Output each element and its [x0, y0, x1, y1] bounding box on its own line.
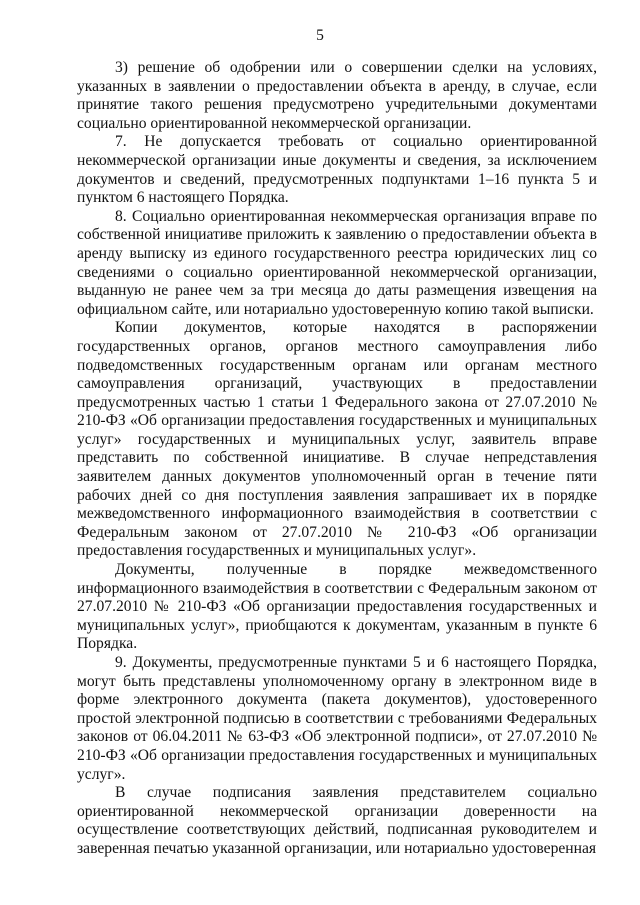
paragraph-interagency-documents: Документы, полученные в порядке межведомственного информационного взаимодействия в соответствии с Федеральным законом от 27.07.2010 № 210-ФЗ «Об организации предоставления государственных и муниципальных услуг», приобщаются к документам, указанным в пункте 6 Порядка. — [77, 561, 597, 653]
paragraph-clause-8: 8. Социально ориентированная некоммерческая организация вправе по собственной инициативе приложить к заявлению о предоставлении объекта в аренду выписку из единого государственного реестра юридических лиц со сведениями о социально ориентированной некоммерческой организации, выданную не ранее чем за три месяца до даты размещения извещения на официальном сайте, или нотариально удостоверенную копию такой выписки. — [77, 207, 597, 318]
paragraph-clause-9: 9. Документы, предусмотренные пунктами 5 и 6 настоящего Порядка, могут быть представлены уполномоченному органу в электронном виде в форме электронного документа (пакета документов), удостоверенного простой электронной подписью в соответствии с требованиями Федеральных законов от 06.04.2011 № 63-ФЗ «Об электронной подписи», от 27.07.2010 № 210-ФЗ «Об организации предоставления государственных и муниципальных услуг». — [77, 654, 597, 783]
paragraph-clause-7: 7. Не допускается требовать от социально ориентированной некоммерческой организации иные документы и сведения, за исключением документов и сведений, предусмотренных подпунктами 1–16 пункта 5 и пунктом 6 настоящего Порядка. — [77, 133, 597, 207]
page-number: 5 — [316, 27, 324, 44]
document-body — [77, 59, 597, 859]
paragraph-item-3-decision: 3) решение об одобрении или о совершении сделки на условиях, указанных в заявлении о предоставлении объекта в аренду, в случае, если принятие такого решения предусмотрено учредительными документами социально ориентированной некоммерческой организации. — [77, 59, 597, 132]
paragraph-document-copies: Копии документов, которые находятся в распоряжении государственных органов, органов местного самоуправления либо подведомственных государственным органам или органам местного самоуправления организаций, участвующих в предоставлении предусмотренных частью 1 статьи 1 Федерального закона от 27.07.2010 № 210-ФЗ «Об организации предоставления государственных и муниципальных услуг» государственных и муниципальных услуг, заявитель вправе представить по собственной инициативе. В случае непредставления заявителем данных документов уполномоченный орган в течение пяти рабочих дней со дня поступления заявления запрашивает их в порядке межведомственного информационного взаимодействия в соответствии с Федеральным законом от 27.07.2010 № 210-ФЗ «Об организации предоставления государственных и муниципальных услуг». — [77, 319, 597, 560]
paragraph-representative-signing: В случае подписания заявления представителем социально ориентированной некоммерческой организации доверенности на осуществление соответствующих действий, подписанная руководителем и заверенная печатью указанной организации, или нотариально удостоверенная — [77, 784, 597, 857]
